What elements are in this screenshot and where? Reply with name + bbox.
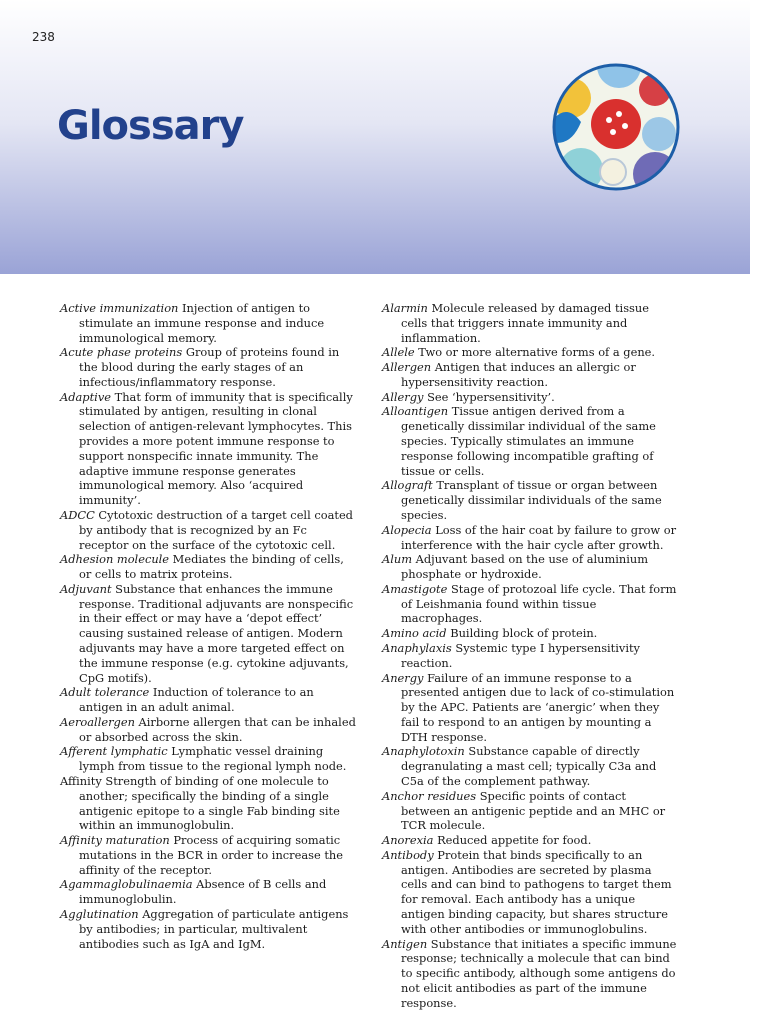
- glossary-definition: Systemic type I hypersensitivity reaction.: [401, 640, 640, 670]
- glossary-term: Allergen: [382, 360, 432, 375]
- glossary-term: Anorexia: [382, 833, 434, 848]
- glossary-definition: Two or more alternative forms of a gene.: [418, 345, 656, 360]
- glossary-definition: Substance capable of directly degranulating a mast cell; typically C3a and C5a of the complement pathway.: [401, 744, 657, 788]
- glossary-term: Amino acid: [382, 626, 447, 641]
- glossary-entry: [60, 907, 356, 951]
- glossary-definition: Group of proteins found in the blood during the early stages of an infectious/inflammatory response.: [79, 345, 340, 389]
- glossary-term: Allele: [382, 345, 415, 360]
- glossary-definition: Process of acquiring somatic mutations in the BCR in order to increase the affinity of the receptor.: [79, 833, 344, 877]
- glossary-definition: Strength of binding of one molecule to another; specifically the binding of a single antigenic epitope to a single Fab binding site within an immunoglobulin.: [79, 774, 340, 833]
- glossary-entry: [60, 390, 356, 508]
- glossary-entry: [382, 552, 678, 582]
- glossary-definition: Adjuvant based on the use of aluminium phosphate or hydroxide.: [401, 552, 649, 582]
- glossary-entry: [382, 345, 678, 360]
- page-edge: [750, 0, 773, 1000]
- glossary-entry: [382, 301, 678, 345]
- glossary-definition: Mediates the binding of cells, or cells to matrix proteins.: [79, 552, 344, 582]
- glossary-definition: Molecule released by damaged tissue cells that triggers innate immunity and inflammation.: [401, 301, 649, 345]
- glossary-term: Anchor residues: [382, 788, 477, 803]
- glossary-term: Adult tolerance: [60, 685, 150, 700]
- glossary-entry: [382, 404, 678, 478]
- glossary-term: Anaphylaxis: [382, 640, 452, 655]
- glossary-term: Affinity maturation: [60, 833, 170, 848]
- glossary-definition: Specific points of contact between an antigenic peptide and an MHC or TCR molecule.: [401, 788, 666, 833]
- glossary-term: ADCC: [60, 507, 95, 522]
- glossary-entry: [382, 744, 678, 788]
- glossary-term: Antibody: [382, 847, 434, 862]
- immune-cells-illustration: [551, 62, 681, 192]
- glossary-definition: Transplant of tissue or organ between genetically dissimilar individuals of the same species.: [401, 478, 662, 522]
- glossary-entry: [60, 582, 356, 685]
- glossary-definition: Loss of the hair coat by failure to grow or interference with the hair cycle after growth.: [401, 522, 677, 552]
- glossary-entry: [382, 626, 678, 641]
- glossary-entry: [60, 744, 356, 774]
- glossary-term: Allograft: [382, 478, 433, 493]
- glossary-entry: [382, 937, 678, 1011]
- glossary-entry: [382, 641, 678, 671]
- glossary-entry: [60, 833, 356, 877]
- glossary-definition: Substance that initiates a specific immune response; technically a molecule that can bind to specific antibody, although some antigens do not elicit antibodies as part of the immune response.: [401, 936, 677, 1010]
- glossary-term: Affinity: [60, 774, 102, 788]
- glossary-definition: Protein that binds specifically to an antigen. Antibodies are secreted by plasma cells and can bind to pathogens to target them for removal. Each antibody has a unique antigen binding capacity, but shares structure with other antibodies or immunoglobulins.: [401, 847, 672, 936]
- glossary-definition: Cytotoxic destruction of a target cell coated by antibody that is recognized by an Fc receptor on the surface of the cytotoxic cell.: [79, 507, 353, 552]
- glossary-definition: Aggregation of particulate antigens by antibodies; in particular, multivalent antibodies such as IgA and IgM.: [79, 907, 349, 951]
- glossary-entry: [60, 715, 356, 745]
- glossary-definition: Building block of protein.: [450, 626, 598, 641]
- glossary-entry: [382, 523, 678, 553]
- glossary-term: Alum: [382, 552, 413, 567]
- glossary-term: Afferent lymphatic: [60, 744, 168, 759]
- glossary-column-left: [60, 301, 356, 951]
- glossary-definition: Airborne allergen that can be inhaled or absorbed across the skin.: [79, 714, 356, 744]
- glossary-definition: Lymphatic vessel draining lymph from tissue to the regional lymph node.: [79, 744, 347, 774]
- glossary-entry: [60, 552, 356, 582]
- glossary-entry: [60, 301, 356, 345]
- glossary-term: Alopecia: [382, 522, 432, 537]
- glossary-term: Anaphylotoxin: [382, 744, 465, 759]
- glossary-definition: Injection of antigen to stimulate an immune response and induce immunological memory.: [79, 301, 325, 345]
- glossary-definition: Stage of protozoal life cycle. That form of Leishmania found within tissue macrophages.: [401, 581, 677, 626]
- glossary-entry: [382, 789, 678, 833]
- glossary-definition: Absence of B cells and immunoglobulin.: [79, 877, 327, 907]
- glossary-definition: Reduced appetite for food.: [437, 833, 592, 848]
- glossary-entry: [60, 774, 356, 833]
- glossary-term: Acute phase proteins: [60, 345, 183, 360]
- glossary-term: Agglutination: [60, 907, 139, 922]
- glossary-term: Aeroallergen: [60, 714, 135, 729]
- glossary-entry: [382, 390, 678, 405]
- page-title: Glossary: [57, 103, 244, 149]
- glossary-definition: Tissue antigen derived from a genetically dissimilar individual of the same species. Typically stimulates an immune response following incompatible grafting of tissue or cells.: [401, 404, 656, 478]
- glossary-term: Adjuvant: [60, 581, 112, 596]
- glossary-entry: [382, 360, 678, 390]
- glossary-term: Antigen: [382, 936, 428, 951]
- glossary-entry: [382, 848, 678, 937]
- glossary-term: Adaptive: [60, 389, 111, 404]
- glossary-entry: [382, 478, 678, 522]
- glossary-entry: [60, 685, 356, 715]
- glossary-term: Anergy: [382, 670, 424, 685]
- glossary-entry: [60, 345, 356, 389]
- glossary-entry: [60, 508, 356, 552]
- glossary-entry: [382, 671, 678, 745]
- glossary-term: Active immunization: [60, 301, 179, 315]
- glossary-entry: [382, 833, 678, 848]
- glossary-definition: Substance that enhances the immune response. Traditional adjuvants are nonspecific in their effect or may have a ‘depot effect’ causing sustained release of antigen. Modern adjuvants may have a more targeted effect on the immune response (e.g. cytokine adjuvants, CpG motifs).: [79, 581, 354, 685]
- glossary-definition: Antigen that induces an allergic or hypersensitivity reaction.: [401, 360, 636, 389]
- glossary-definition: See ‘hypersensitivity’.: [427, 389, 555, 404]
- glossary-term: Agammaglobulinaemia: [60, 877, 193, 892]
- glossary-entry: [382, 582, 678, 626]
- glossary-definition: Failure of an immune response to a presented antigen due to lack of co-stimulation by the APC. Patients are ‘anergic’ when they fail to respond to an antigen by mounting a DTH response.: [401, 670, 675, 744]
- glossary-term: Allergy: [382, 389, 424, 404]
- glossary-column-right: [382, 301, 678, 1011]
- glossary-term: Alarmin: [382, 301, 428, 315]
- page-number: 238: [32, 30, 55, 44]
- glossary-definition: That form of immunity that is specifically stimulated by antigen, resulting in clonal selection of antigen-relevant lymphocytes. This provides a more potent immune response to support nonspecific innate immunity. The adaptive immune response generates immunological memory. Also ‘acquired immunity’.: [79, 389, 353, 508]
- glossary-term: Adhesion molecule: [60, 552, 170, 567]
- glossary-definition: Induction of tolerance to an antigen in an adult animal.: [79, 685, 314, 715]
- glossary-term: Amastigote: [382, 581, 448, 596]
- glossary-entry: [60, 877, 356, 907]
- glossary-term: Alloantigen: [382, 404, 449, 419]
